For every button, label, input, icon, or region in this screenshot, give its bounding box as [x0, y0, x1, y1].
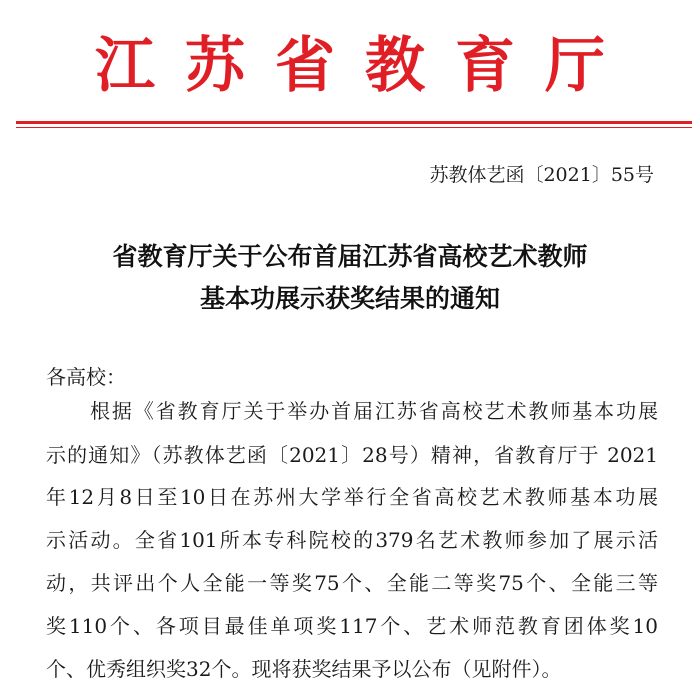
body-line: 示活动。全省101所本专科院校的379名艺术教师参加了展示活 [46, 528, 658, 552]
masthead-char: 厅 [545, 31, 605, 101]
body-line: 年12月8日至10日在苏州大学举行全省高校艺术教师基本功展 [46, 485, 658, 509]
masthead-char: 江 [95, 31, 155, 101]
body-line: 奖110个、各项目最佳单项奖117个、艺术师范教育团体奖10 [46, 614, 658, 638]
document-number: 苏教体艺函〔2021〕55号 [429, 164, 654, 186]
document-title-line-1: 省教育厅关于公布首届江苏省高校艺术教师 [112, 242, 588, 271]
document-title-line-2: 基本功展示获奖结果的通知 [199, 284, 500, 313]
masthead-divider [16, 121, 692, 124]
body-line: 个、优秀组织奖32个。现将获奖结果予以公布（见附件）。 [46, 657, 562, 681]
masthead-char: 省 [275, 31, 335, 101]
body-line: 根据《省教育厅关于举办首届江苏省高校艺术教师基本功展 [90, 399, 658, 423]
body-line: 动，共评出个人全能一等奖75个、全能二等奖75个、全能三等 [46, 571, 658, 595]
body-line: 示的通知》（苏教体艺函〔2021〕28号）精神，省教育厅于 2021 [46, 443, 658, 467]
masthead-char: 育 [455, 31, 515, 101]
masthead-char: 教 [365, 31, 425, 101]
masthead-divider-thin [16, 127, 692, 128]
masthead-title [0, 28, 700, 104]
salutation: 各高校： [46, 365, 126, 389]
masthead-char: 苏 [185, 31, 245, 101]
